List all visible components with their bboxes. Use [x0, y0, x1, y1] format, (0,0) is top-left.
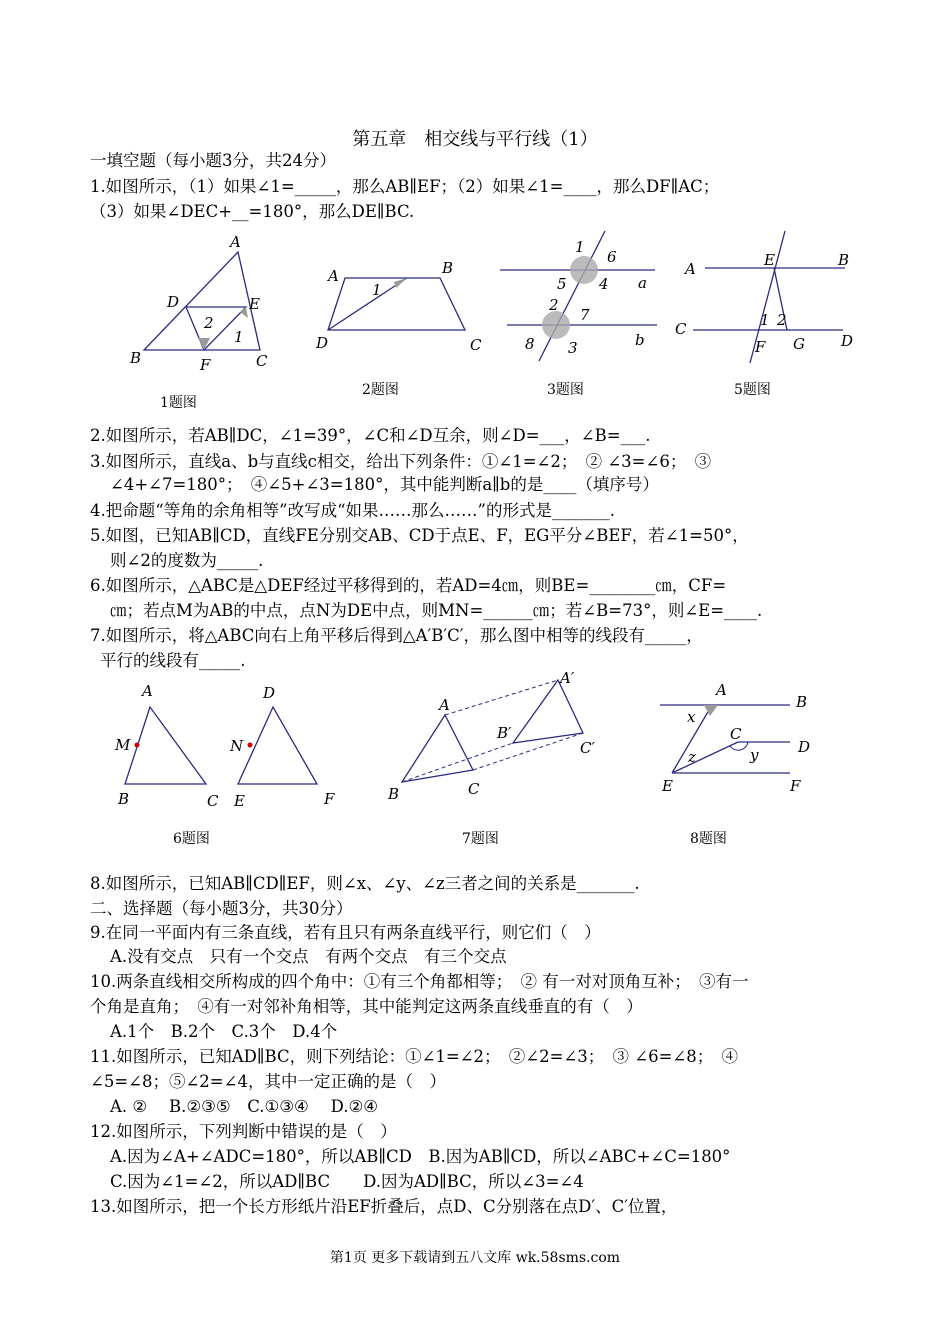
- question-4: 4.把命题“等角的余角相等”改写成“如果……那么……”的形式是_______.: [90, 501, 615, 520]
- question-5-line-1: 5.如图，已知AB∥CD，直线FE分别交AB、CD于点E、F，EG平分∠BEF，若∠1=50°，: [90, 526, 749, 545]
- label-a: A: [328, 267, 339, 285]
- figure-8: [650, 680, 830, 810]
- label-d: D: [798, 738, 811, 756]
- label-1: 1: [575, 238, 585, 256]
- label-c: C: [675, 320, 687, 338]
- label-x: x: [687, 708, 696, 726]
- question-8: 8.如图所示，已知AB∥CD∥EF，则∠x、∠y、∠z三者之间的关系是_______.: [90, 874, 640, 893]
- section-2-heading: 二、选择题（每小题3分，共30分）: [90, 899, 353, 918]
- label-f: F: [324, 790, 335, 808]
- label-c: C: [468, 780, 480, 798]
- caption-fig-8: 8题图: [690, 831, 727, 847]
- label-e: E: [662, 777, 673, 795]
- question-7-line-2: 平行的线段有_____.: [100, 651, 246, 670]
- label-2: 2: [777, 311, 787, 329]
- question-2: 2.如图所示，若AB∥DC，∠1=39°，∠C和∠D互余，则∠D=___，∠B=___.: [90, 426, 651, 445]
- question-9: 9.在同一平面内有三条直线，若有且只有两条直线平行，则它们（ ）: [90, 923, 601, 942]
- question-10-line-1: 10.两条直线相交所构成的四个角中：①有三个角都相等； ② 有一对对顶角互补； ③有一: [90, 972, 749, 991]
- label-z: z: [688, 748, 696, 766]
- question-12: 12.如图所示，下列判断中错误的是（ ）: [90, 1122, 397, 1141]
- question-6-line-1: 6.如图所示，△ABC是△DEF经过平移得到的，若AD=4㎝，则BE=________㎝，CF=: [90, 576, 727, 595]
- label-1: 1: [234, 328, 244, 346]
- question-1-line-2: （3）如果∠DEC+__=180°，那么DE∥BC.: [90, 202, 415, 221]
- question-11-line-1: 11.如图所示，已知AD∥BC，则下列结论：①∠1=∠2； ②∠2=∠3； ③ ∠6=∠8； ④: [90, 1047, 738, 1066]
- question-10-line-2: 个角是直角； ④有一对邻补角相等，其中能判定这两条直线垂直的有（ ）: [90, 997, 643, 1016]
- question-3-line-2: ∠4+∠7=180°； ④∠5+∠3=180°，其中能判断a∥b的是____（填序号）: [110, 475, 659, 494]
- label-8: 8: [525, 335, 535, 353]
- label-b: B: [118, 790, 130, 808]
- question-12-options-ab: A.因为∠A+∠ADC=180°，所以AB∥CD B.因为AB∥CD，所以∠ABC+∠C=180°: [110, 1147, 731, 1166]
- caption-fig-6: 6题图: [173, 831, 210, 847]
- label-d: D: [263, 684, 276, 702]
- caption-fig-2: 2题图: [362, 382, 399, 398]
- figure-7: [380, 665, 610, 805]
- figure-2: [310, 255, 490, 355]
- question-6-line-2: ㎝；若点M为AB的中点，点N为DE中点，则MN=______㎝；若∠B=73°，则∠E=____.: [110, 601, 763, 620]
- label-f: F: [200, 356, 211, 374]
- caption-fig-5: 5题图: [734, 382, 771, 398]
- label-6: 6: [607, 248, 617, 266]
- page-footer: 第1页 更多下载请到五八文库 wk.58sms.com: [329, 1250, 621, 1266]
- label-c: C: [470, 336, 482, 354]
- label-c-prime: C′: [580, 739, 595, 757]
- label-a-prime: A′: [560, 669, 575, 687]
- question-13: 13.如图所示，把一个长方形纸片沿EF折叠后，点D、C分别落在点D′、C′位置，: [90, 1197, 678, 1216]
- label-3: 3: [568, 339, 578, 357]
- question-7-line-1: 7.如图所示，将△ABC向右上角平移后得到△A′B′C′，那么图中相等的线段有_____，: [90, 626, 703, 645]
- label-2: 2: [549, 296, 559, 314]
- question-12-options-cd: C.因为∠1=∠2，所以AD∥BC D.因为AD∥BC，所以∠3=∠4: [110, 1172, 584, 1191]
- label-f: F: [755, 338, 766, 356]
- page-title: 第五章 相交线与平行线（1）: [352, 129, 598, 150]
- figure-1: [120, 230, 270, 380]
- caption-fig-1: 1题图: [160, 395, 197, 411]
- label-a-line: a: [638, 274, 647, 292]
- label-b-line: b: [635, 331, 645, 349]
- label-a: A: [439, 696, 450, 714]
- label-1: 1: [760, 311, 770, 329]
- label-4: 4: [599, 275, 609, 293]
- label-1: 1: [372, 281, 382, 299]
- label-y: y: [750, 746, 759, 764]
- question-11-options: A. ② B.②③⑤ C.①③④ D.②④: [110, 1097, 379, 1116]
- question-1-line-1: 1.如图所示，（1）如果∠1=_____，那么AB∥EF；（2）如果∠1=____，那么DF∥AC；: [90, 177, 720, 196]
- figure-6: [110, 680, 350, 810]
- caption-fig-7: 7题图: [462, 831, 499, 847]
- question-9-options: A.没有交点 只有一个交点 有两个交点 有三个交点: [110, 947, 507, 966]
- label-d: D: [841, 332, 854, 350]
- label-b: B: [388, 785, 400, 803]
- question-3-line-1: 3.如图所示，直线a、b与直线c相交，给出下列条件：①∠1=∠2； ② ∠3=∠6； ③: [90, 452, 712, 471]
- label-d: D: [167, 293, 180, 311]
- label-a: A: [230, 233, 241, 251]
- label-d: D: [316, 334, 329, 352]
- label-a: A: [142, 682, 153, 700]
- label-a: A: [716, 681, 727, 699]
- section-1-heading: 一填空题（每小题3分，共24分）: [90, 151, 336, 170]
- label-5: 5: [557, 275, 567, 293]
- label-m: M: [115, 736, 131, 754]
- figure-3: [495, 228, 665, 363]
- label-f: F: [790, 777, 801, 795]
- figure-5: [675, 228, 865, 368]
- caption-fig-3: 3题图: [547, 382, 584, 398]
- label-b: B: [796, 693, 808, 711]
- question-5-line-2: 则∠2的度数为_____.: [110, 551, 264, 570]
- label-e: E: [249, 295, 260, 313]
- label-c: C: [256, 352, 268, 370]
- label-7: 7: [580, 306, 590, 324]
- label-e: E: [764, 251, 775, 269]
- label-n: N: [230, 737, 244, 755]
- label-b-prime: B′: [497, 724, 512, 742]
- label-2: 2: [204, 314, 214, 332]
- label-b: B: [130, 349, 142, 367]
- label-a: A: [685, 260, 696, 278]
- label-g: G: [793, 335, 805, 353]
- label-b: B: [442, 259, 454, 277]
- label-b: B: [838, 251, 850, 269]
- label-c: C: [207, 792, 219, 810]
- question-11-line-2: ∠5=∠8；⑤∠2=∠4，其中一定正确的是（ ）: [90, 1072, 446, 1091]
- question-10-options: A.1个 B.2个 C.3个 D.4个: [110, 1022, 338, 1041]
- label-c: C: [730, 725, 742, 743]
- label-e: E: [234, 792, 245, 810]
